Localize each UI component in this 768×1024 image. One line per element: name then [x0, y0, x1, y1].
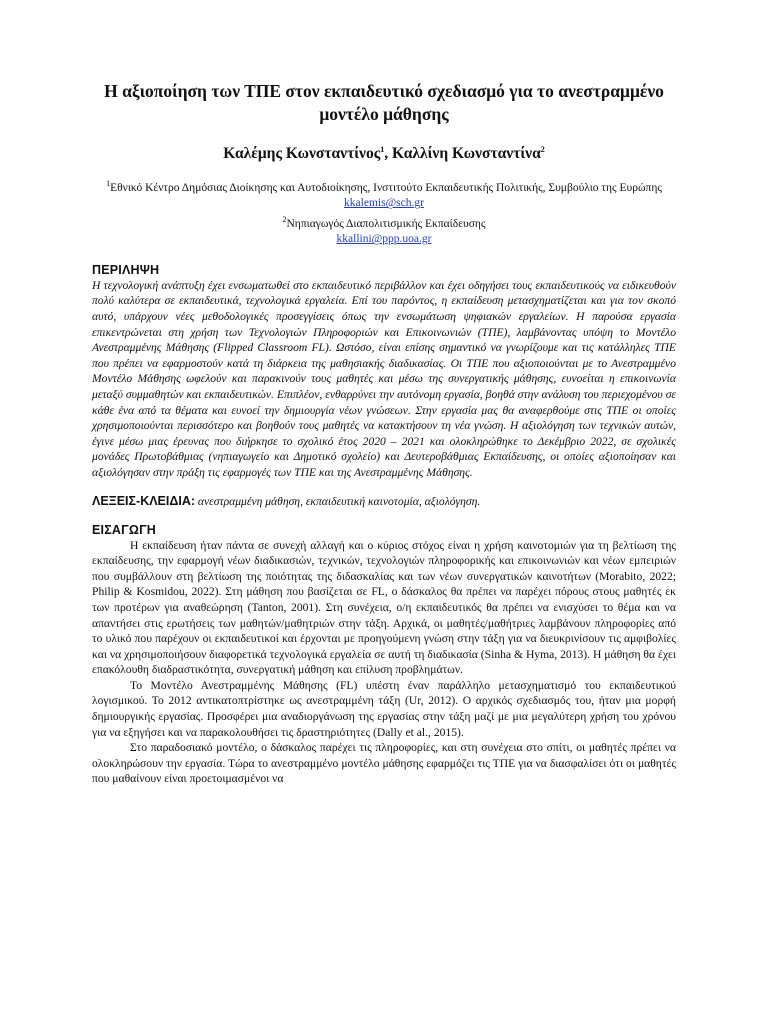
author-1-marker: 1: [380, 145, 385, 154]
keywords-line: [92, 493, 676, 510]
affiliation-1-text: Εθνικό Κέντρο Δημόσιας Διοίκησης και Αυτοδιοίκησης, Ινστιτούτο Εκπαιδευτικής Πολιτικής, Συμβούλιο της Ευρώπης: [110, 181, 662, 194]
affiliation-1: [92, 176, 676, 196]
author-1: Καλέμης Κωνσταντίνος: [223, 145, 381, 163]
intro-paragraph-2: Το Μοντέλο Ανεστραμμένης Μάθησης (FL) υπέστη έναν παράλληλο μετασχηματισμό του εκπαιδευτικού λογισμικού. Το 2012 αντικατοπτρίστηκε ως ανεστραμμένη τάξη (Ur, 2012). Ο αρχικός σχεδιασμός του, ήταν μια μορφή δημιουργικής εργασίας. Προσφέρει μια αναδιοργάνωση της εργασίας στην τάξη μαζί με μια μεγαλύτερη χρήση του χρόνου για να εξηγήσει και να παρακολουθήσει τις δραστηριότητες (Dally et al., 2015).: [92, 678, 676, 739]
intro-paragraph-1: Η εκπαίδευση ήταν πάντα σε συνεχή αλλαγή και ο κύριος στόχος είναι η χρήση καινοτομιών για τη βελτίωση της εκπαίδευσης, την εφαρμογή νέων διαδικασιών, τεχνικών, τεχνολογιών πληροφορικής και επικοινωνιών και νέων εμπειριών που συμβάλλουν στη βελτίωση της ποιότητας της διδασκαλίας και των νέων συνεργατικών καινοτήτων (Morabito, 2022; Philip & Kosmidou, 2022). Στη μάθηση που βασίζεται σε FL, ο δάσκαλος θα πρέπει να παρέχει πόρους στους μαθητές εκ των προτέρων για αναθεώρηση (Tanton, 2001). Στη συνέχεια, ο/η εκπαιδευτικός θα πρέπει να ενισχύσει το θέμα και να απαντήσει στις ερωτήσεις των μαθητών/μαθητριών στην τάξη. Αρχικά, οι μαθητές/μαθήτριες λαμβάνουν πληροφορίες από το υλικό που παρέχουν οι εκπαιδευτικοί και έρχονται με προηγούμενη γνώση στην τάξη για να διευκρινίσουν τις αμφιβολίες και να χρησιμοποιήσουν διαφορετικά τεχνολογικά εργαλεία σε αυτή τη διαδικασία (Sinha & Hyma, 2013). Η μάθηση θα έχει επακόλουθη διαδραστικότητα, συνεργατική μάθηση και επίλυση προβλημάτων.: [92, 538, 676, 677]
abstract-text: Η τεχνολογική ανάπτυξη έχει ενσωματωθεί στο εκπαιδευτικό περιβάλλον και έχει οδηγήσει τους εκπαιδευτικούς να ειδικευθούν πολύ καλύτερα σε εκπαιδευτικά, τεχνολογικά εργαλεία. Επί του παρόντος, η εκπαίδευση μετασχηματίζεται και για τον σκοπό αυτό, υπάρχουν νέες μεθοδολογικές προσεγγίσεις όπως την ενσωμάτωση ψηφιακών εργαλείων. Η παρούσα εργασία επικεντρώνεται στη χρήση των Τεχνολογιών Πληροφοριών και Επικοινωνιών (ΤΠΕ), λαμβάνοντας υπόψη το Μοντέλο Ανεστραμμένης Μάθησης (Flipped Classroom FL). Ωστόσο, είναι επίσης σημαντικό να γνωρίζουμε και τις κατάλληλες ΤΠΕ που πρέπει να εφαρμοστούν κατά τη διάρκεια της μαθησιακής διαδικασίας. Οι ΤΠΕ που αξιοποιούνται με το Ανεστραμμένο Μοντέλο Μάθησης ωφελούν και παρακινούν τους μαθητές και μέσω της συνεργατικής μάθησης, ευνοείται η επικοινωνία μεταξύ συμμαθητών και εκπαιδευτικών. Επιπλέον, ενθαρρύνει την αυτόνομη εργασία, βοηθά στην ανάλυση του περιεχομένου σε κάθε ένα από τα θέματα και ευνοεί την δημιουργία νέων γνώσεων. Στην εργασία μας θα αναφερθούμε στις ΤΠΕ οι οποίες χρησιμοποιούνται περισσότερο και βοηθούν τους μαθητές να κατακτήσουν τη νέα γνώση. Η αξιολόγηση των τεχνικών αυτών, έγινε μέσω μιας έρευνας που διήρκησε το σχολικό έτος 2020 – 2021 και ολοκληρώθηκε το Δεκέμβριο 2022, σε σχολικές μονάδες Πρωτοβάθμιας (νηπιαγωγείο και Δημοτικό σχολείο) και Δευτεροβάθμιας Εκπαίδευσης, οι οποίες αξιοποίησαν και αξιολόγησαν στην πράξη τις εφαρμογές των ΤΠΕ και της Ανεστραμμένης Μάθησης.: [92, 278, 676, 479]
affiliation-2-marker: 2: [282, 214, 287, 224]
affiliation-1-marker: 1: [106, 179, 111, 189]
keywords-text: ανεστραμμένη μάθηση, εκπαιδευτική καινοτομία, αξιολόγηση.: [197, 494, 481, 508]
affiliation-2-text: Νηπιαγωγός Διαπολιτισμικής Εκπαίδευσης: [286, 217, 486, 230]
intro-paragraph-3: Στο παραδοσιακό μοντέλο, ο δάσκαλος παρέχει τις πληροφορίες, και στη συνέχεια στο σπίτι, οι μαθητές πρέπει να ολοκληρώσουν την εργασία. Τώρα το ανεστραμμένο μοντέλο μάθησης εφαρμόζει τις ΤΠΕ για να διασφαλίσει ότι οι μαθητές που μαθαίνουν είναι προετοιμασμένοι να: [92, 741, 676, 786]
abstract-heading: ΠΕΡΙΛΗΨΗ: [92, 262, 160, 277]
author-2: Καλλίνη Κωνσταντίνα: [391, 145, 541, 163]
affiliations: [92, 176, 676, 248]
keywords-heading: ΛΕΞΕΙΣ-ΚΛΕΙΔΙΑ:: [92, 493, 196, 508]
email-link-2[interactable]: kkallini@ppp.uoa.gr: [336, 233, 432, 246]
author-separator: ,: [384, 145, 392, 163]
intro-heading: ΕΙΣΑΓΩΓΗ: [92, 522, 157, 537]
paper-title: Η αξιοποίηση των ΤΠΕ στον εκπαιδευτικό σχεδιασμό για το ανεστραμμένο μοντέλο μάθησης: [104, 81, 664, 124]
email-link-1[interactable]: kkalemis@sch.gr: [344, 197, 424, 210]
affiliation-2: [92, 212, 676, 232]
author-2-marker: 2: [540, 145, 545, 154]
author-line: [92, 140, 676, 164]
